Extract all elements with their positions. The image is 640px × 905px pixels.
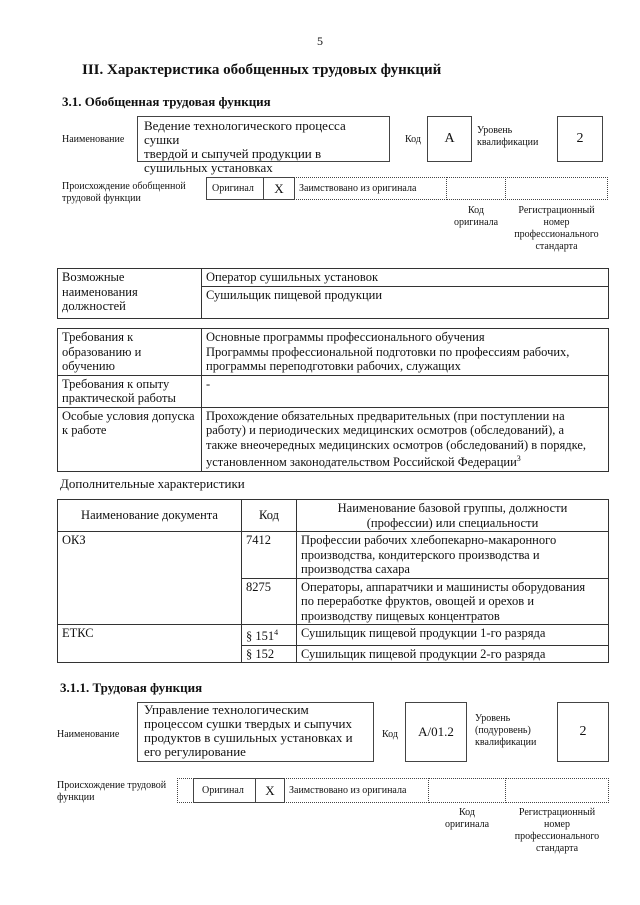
value-line [206,452,604,470]
tf-origin-label-line: функции [57,792,95,803]
etks-code [242,625,297,646]
gtf-name-box [137,116,390,175]
gtf-reg-caption [505,205,608,253]
tf-code-box: A/01.2 [405,702,467,762]
gtf-origin-label-line: Происхождение обобщенной [62,181,186,192]
edu-label [58,329,202,376]
caption-line: оригинала [453,217,499,228]
gtf-original-mark: Х [263,177,295,200]
caption-line: стандарта [535,843,579,854]
tf-name-line: его регулирование [144,744,246,759]
caption-line: Код [459,807,475,818]
gtf-borrowed-label: Заимствовано из оригинала [299,183,417,194]
position-item: Сушильщик пищевой продукции [206,287,383,302]
tf-code-original-cell [428,778,506,803]
additional-heading: Дополнительные характеристики [60,476,245,491]
header-line: Наименование базовой группы, должности [337,501,568,515]
col-code-header: Код [242,500,297,532]
tf-borrowed-label: Заимствовано из оригинала [289,785,407,796]
etks-code-text: § 151 [246,629,275,644]
value-line: Операторы, аппаратчики и машинисты оборудования [301,579,586,594]
caption-line: номер [543,217,570,228]
label-line: Особые условия допуска [62,408,195,423]
etks-label: ЕТКС [58,625,242,663]
caption-line: стандарта [535,241,578,252]
tf-reg-caption [505,807,609,855]
tf-level-box: 2 [557,702,609,762]
label-line: практической работы [62,391,176,405]
page-number: 5 [317,34,323,48]
value-line: производству пищевых концентратов [301,608,500,623]
gtf-name-line: сушильных установках [144,160,273,175]
gtf-origin-label-line: трудовой функции [62,193,141,204]
label-line: Возможные [62,270,125,284]
gtf-name-line: Ведение технологического процесса сушки [144,118,346,147]
tf-name-line: продуктов в сушильных установках и [144,730,353,745]
gtf-borrowed-cell [294,177,447,200]
caption-line: оригинала [444,819,490,830]
gtf-heading: 3.1. Обобщенная трудовая функция [62,94,271,109]
gtf-level-label [477,125,538,149]
label-line: образованию и [62,344,142,359]
tf-reg-cell [505,778,609,803]
tf-name-box [137,702,374,762]
gtf-code-label: Код [405,134,421,145]
tf-level-label-line: Уровень [475,713,511,724]
footnote-ref: 3 [516,454,521,463]
value-line: Профессии рабочих хлебопекарно-макаронного [301,533,557,547]
tf-origin-label [57,780,166,804]
header-line: (профессии) или специальности [366,515,539,530]
okz-name [297,532,609,579]
footnote-ref: 4 [274,628,279,637]
value-line: Прохождение обязательных предварительных (при поступлении на [206,408,565,423]
caption-line: профессионального [514,229,599,240]
caption-line: Регистрационный [518,205,595,216]
special-label [58,407,202,471]
label-line: обучению [62,359,115,373]
tf-origin-spacer [177,778,194,803]
caption-line: номер [544,819,570,830]
tf-name-line: процессом сушки твердых и сыпучих [144,716,353,731]
etks-name: Сушильщик пищевой продукции 1-го разряда [297,625,609,646]
okz-name [297,578,609,625]
tf-original-label: Оригинал [202,785,244,796]
tf-level-label [475,713,536,749]
okz-label: ОКЗ [58,532,242,625]
tf-code-original-caption [428,807,506,831]
caption-line: Регистрационный [518,807,596,818]
tf-heading: 3.1.1. Трудовая функция [60,680,203,695]
gtf-original-label: Оригинал [212,183,254,194]
gtf-origin-label [62,181,186,205]
okz-code: 8275 [242,578,297,625]
label-line: наименования [62,284,138,299]
tf-borrowed-cell [284,778,429,803]
tf-level-label-line: (подуровень) [475,725,531,736]
value-line: программы переподготовки рабочих, служащих [206,359,461,373]
value-line: производства, кондитерского производства и [301,547,540,562]
edu-value [202,329,609,376]
label-line: Требования к [62,330,134,344]
tf-original-mark: Х [255,778,285,803]
col-name-header [297,500,609,532]
value-line: также внеочередных медицинских осмотров (обследований) в порядке, [206,437,587,452]
value-line: Программы профессиональной подготовки по профессиям рабочих, [206,344,570,359]
etks-code: § 152 [242,645,297,663]
gtf-code-box: А [427,116,472,162]
caption-line: профессионального [514,831,600,842]
tf-name-line: Управление технологическим [144,702,309,717]
position-item: Оператор сушильных установок [202,269,608,287]
gtf-level-box: 2 [557,116,603,162]
gtf-name-line: твердой и сыпучей продукции в [144,146,322,161]
section-title: III. Характеристика обобщенных трудовых функций [82,62,442,78]
gtf-name-label: Наименование [62,134,125,145]
special-value [202,407,609,471]
gtf-level-label-line: квалификации [477,137,539,148]
gtf-original-cell [206,177,264,200]
value-text: установленном законодательством Российской Федерации [206,455,517,470]
caption-line: Код [468,205,484,216]
value-line: производства сахара [301,562,410,576]
exp-value: - [202,375,609,407]
label-line: к работе [62,423,107,437]
tf-origin-label-line: Происхождение трудовой [57,780,167,791]
gtf-level-label-line: Уровень [477,125,513,136]
exp-label [58,375,202,407]
label-line: Требования к опыту [62,376,170,391]
tf-level-label-line: квалификации [475,737,537,748]
value-line: работу) и периодических медицинских осмотров (обследований), а [206,423,565,437]
tf-code-label: Код [382,729,398,740]
gtf-code-original-caption [446,205,506,229]
label-line: должностей [62,299,126,313]
positions-label [58,269,202,319]
col-doc-header: Наименование документа [58,500,242,532]
tf-original-cell [193,778,256,803]
gtf-reg-cell [505,177,608,200]
additional-table [57,499,609,663]
etks-name: Сушильщик пищевой продукции 2-го разряда [297,645,609,663]
gtf-code-original-cell [446,177,506,200]
tf-name-label: Наименование [57,729,120,740]
value-line: по переработке фруктов, овощей и орехов и [301,594,535,608]
positions-values [202,269,609,319]
okz-code: 7412 [242,532,297,579]
requirements-table [57,328,609,472]
positions-table [57,268,609,319]
value-line: Основные программы профессионального обучения [206,330,485,344]
